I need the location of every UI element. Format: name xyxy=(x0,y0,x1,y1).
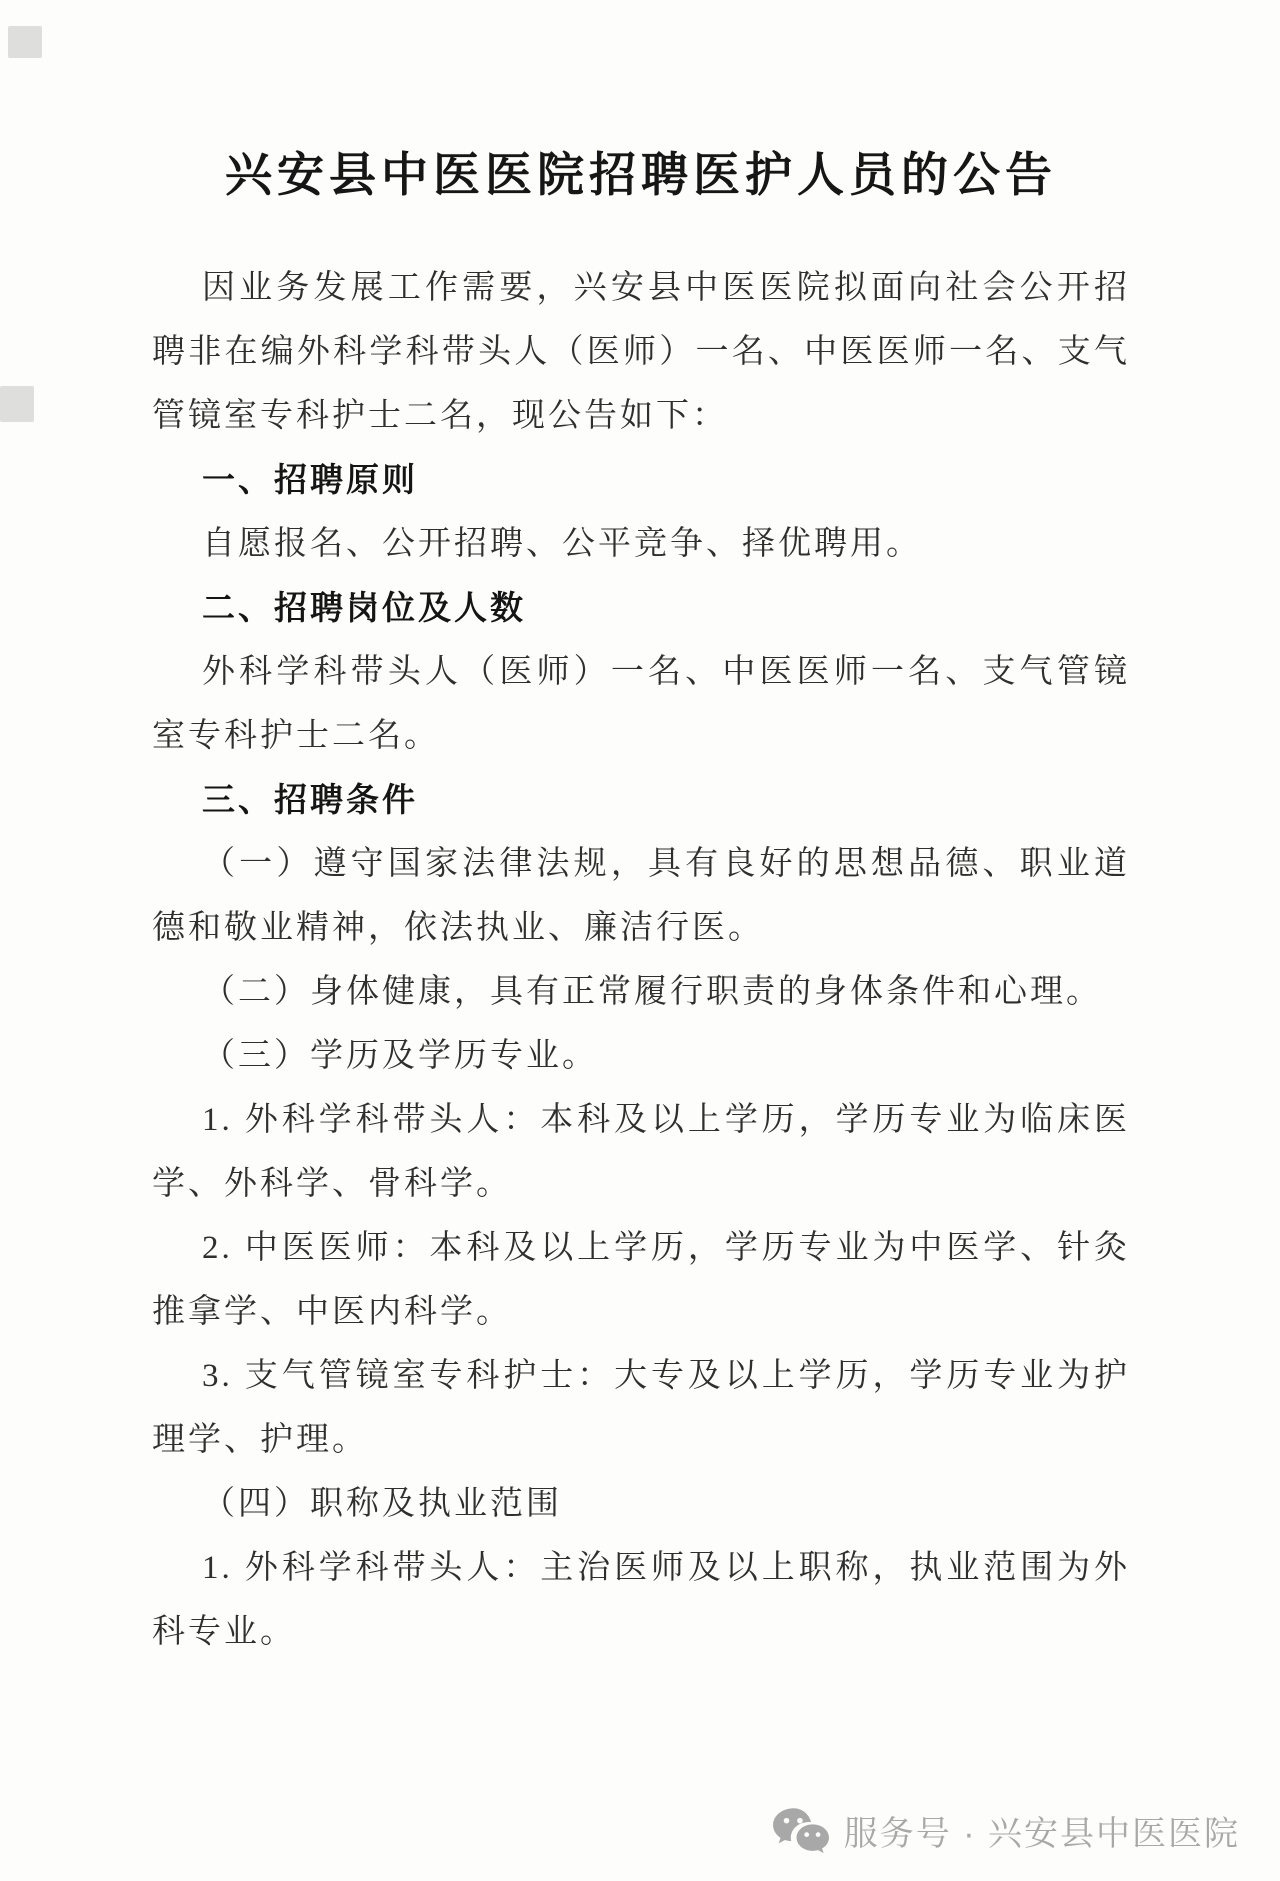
paragraph: 自愿报名、公开招聘、公平竞争、择优聘用。 xyxy=(202,526,922,563)
document-title: 兴安县中医医院招聘医护人员的公告 xyxy=(225,150,1057,202)
scan-artifact xyxy=(8,26,42,58)
section-heading: 一、招聘原则 xyxy=(202,461,418,499)
paragraph: （二）身体健康，具有正常履行职责的身体条件和心理。 xyxy=(202,974,1102,1011)
footer-watermark xyxy=(772,1806,1240,1855)
paragraph: 3. 支气管镜室专科护士：大专及以上学历，学历专业为护理学、护理。 xyxy=(152,1358,1130,1459)
section-heading: 二、招聘岗位及人数 xyxy=(202,589,526,627)
footer-label: 服务号 · 兴安县中医医院 xyxy=(843,1815,1240,1853)
document-body xyxy=(152,256,1130,1664)
paragraph: （一）遵守国家法律法规，具有良好的思想品德、职业道德和敬业精神，依法执业、廉洁行医。 xyxy=(152,846,1130,947)
paragraph: （三）学历及学历专业。 xyxy=(202,1038,598,1075)
scan-artifact xyxy=(0,386,34,422)
paragraph: 1. 外科学科带头人：本科及以上学历，学历专业为临床医学、外科学、骨科学。 xyxy=(152,1102,1130,1203)
paragraph: （四）职称及执业范围 xyxy=(202,1486,562,1523)
paragraph: 1. 外科学科带头人：主治医师及以上职称，执业范围为外科专业。 xyxy=(152,1550,1130,1651)
paragraph: 外科学科带头人（医师）一名、中医医师一名、支气管镜室专科护士二名。 xyxy=(152,654,1130,755)
section-heading: 三、招聘条件 xyxy=(202,781,418,819)
wechat-icon xyxy=(772,1807,830,1855)
paragraph: 2. 中医医师：本科及以上学历，学历专业为中医学、针灸推拿学、中医内科学。 xyxy=(152,1230,1130,1331)
paragraph: 因业务发展工作需要，兴安县中医医院拟面向社会公开招聘非在编外科学科带头人（医师）一名、中医医师一名、支气管镜室专科护士二名，现公告如下： xyxy=(152,270,1130,435)
